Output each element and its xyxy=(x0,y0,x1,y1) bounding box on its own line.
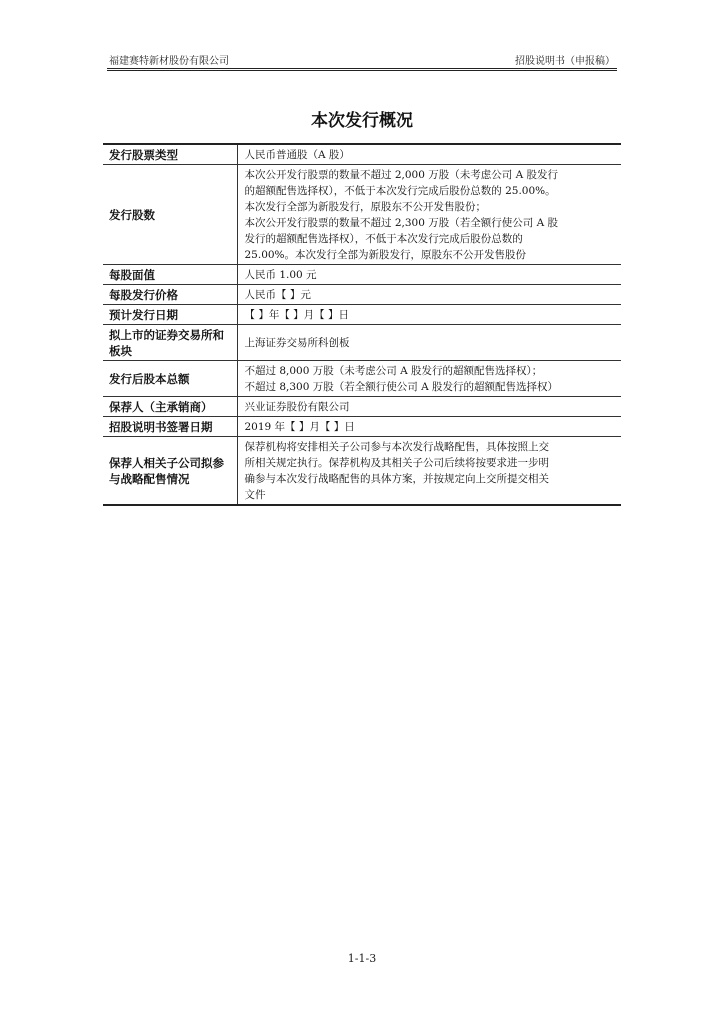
row-label: 发行后股本总额 xyxy=(103,361,237,397)
row-value xyxy=(237,165,621,265)
page-header xyxy=(107,50,617,66)
row-label: 招股说明书签署日期 xyxy=(103,417,237,437)
value-line: 本次公开发行股票的数量不超过 2,000 万股（未考虑公司 A 股发行 xyxy=(244,169,558,181)
table-row xyxy=(103,325,621,361)
table-row xyxy=(103,265,621,285)
row-label: 预计发行日期 xyxy=(103,305,237,325)
value-line: 所相关规定执行。保荐机构及其相关子公司后续将按要求进一步明 xyxy=(244,457,549,469)
header-doc-type: 招股说明书（申报稿） xyxy=(515,56,615,67)
value-line: 25.00%。本次发行全部为新股发行，原股东不公开发售股份 xyxy=(244,249,527,261)
offering-overview-table xyxy=(103,143,621,506)
value-line: 文件 xyxy=(244,489,266,501)
row-label: 保荐人（主承销商） xyxy=(103,397,237,417)
row-value xyxy=(237,437,621,506)
row-label: 每股发行价格 xyxy=(103,285,237,305)
page-title: 本次发行概况 xyxy=(311,111,413,131)
row-label: 发行股数 xyxy=(103,165,237,265)
value-line: 人民币【 】元 xyxy=(244,289,311,301)
value-line: 2019 年【 】月【 】日 xyxy=(244,421,355,433)
row-value xyxy=(237,305,621,325)
value-line: 本次发行全部为新股发行，原股东不公开发售股份； xyxy=(244,201,486,213)
value-line: 【 】年【 】月【 】日 xyxy=(244,309,350,321)
value-line: 不超过 8,000 万股（未考虑公司 A 股发行的超额配售选择权）； xyxy=(244,365,543,377)
table-row xyxy=(103,361,621,397)
table-row xyxy=(103,437,621,506)
row-value xyxy=(237,265,621,285)
page-number: 1-1-3 xyxy=(347,952,377,965)
value-line: 人民币普通股（A 股） xyxy=(244,149,350,161)
value-line: 兴业证券股份有限公司 xyxy=(244,401,350,413)
table-row xyxy=(103,305,621,325)
row-value xyxy=(237,417,621,437)
header-rule xyxy=(107,68,617,69)
row-value xyxy=(237,397,621,417)
row-label: 拟上市的证券交易所和板块 xyxy=(103,325,237,361)
value-line: 发行的超额配售选择权），不低于本次发行完成后股份总数的 xyxy=(244,233,523,245)
row-value xyxy=(237,325,621,361)
table-row xyxy=(103,397,621,417)
header-rule-thin xyxy=(107,70,617,71)
row-value xyxy=(237,144,621,165)
value-line: 不超过 8,300 万股（若全额行使公司 A 股发行的超额配售选择权） xyxy=(244,381,558,393)
row-label: 发行股票类型 xyxy=(103,144,237,165)
value-line: 保荐机构将安排相关子公司参与本次发行战略配售，具体按照上交 xyxy=(244,441,549,453)
value-line: 本次公开发行股票的数量不超过 2,300 万股（若全额行使公司 A 股 xyxy=(244,217,558,229)
row-label: 保荐人相关子公司拟参与战略配售情况 xyxy=(103,437,237,506)
header-company: 福建赛特新材股份有限公司 xyxy=(109,56,229,67)
value-line: 人民币 1.00 元 xyxy=(244,269,317,281)
value-line: 确参与本次发行战略配售的具体方案，并按规定向上交所提交相关 xyxy=(244,473,549,485)
table-row xyxy=(103,417,621,437)
table-row xyxy=(103,165,621,265)
value-line: 上海证券交易所科创板 xyxy=(244,337,350,349)
table-row xyxy=(103,144,621,165)
row-value xyxy=(237,361,621,397)
table-row xyxy=(103,285,621,305)
value-line: 的超额配售选择权），不低于本次发行完成后股份总数的 25.00%。 xyxy=(244,185,556,197)
row-label: 每股面值 xyxy=(103,265,237,285)
row-value xyxy=(237,285,621,305)
